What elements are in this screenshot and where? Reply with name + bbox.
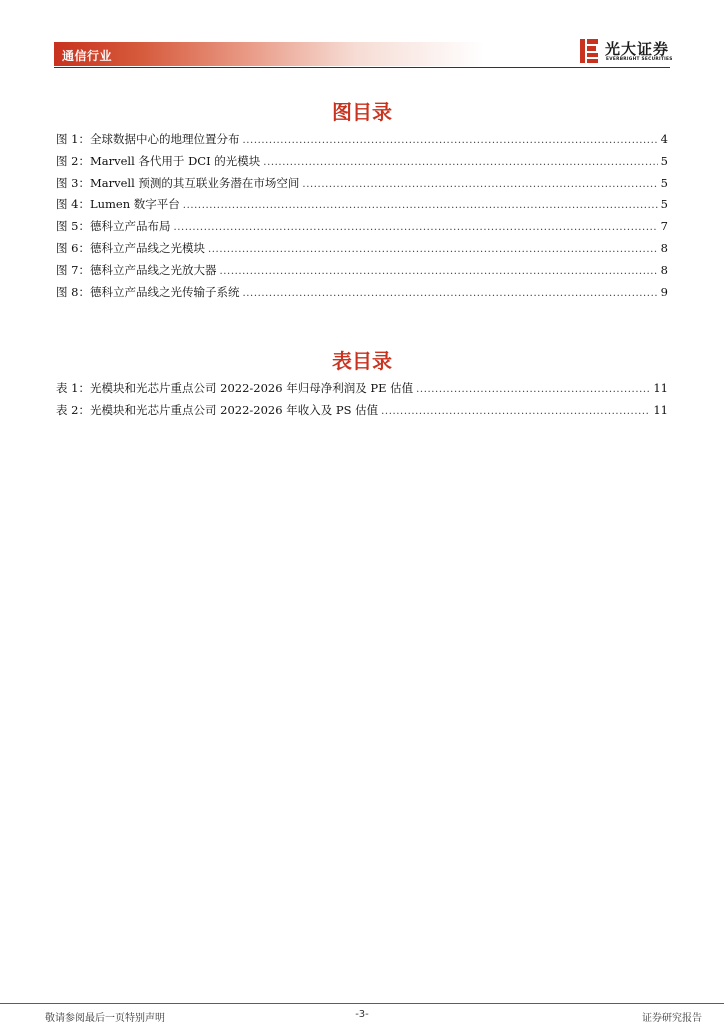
toc-entry-label: 图 7：德科立产品线之光放大器 [56,262,217,277]
toc-leader-dots [219,261,657,283]
footer-rule [0,1003,724,1004]
everbright-logo-icon [578,38,600,64]
toc-leader-dots [208,239,658,261]
toc-entry-label: 图 3：Marvell 预测的其互联业务潜在市场空间 [56,175,300,190]
footer-page-number: -3- [355,1009,369,1020]
tables-toc-list [56,378,668,422]
tables-toc-title: 表目录 [332,349,392,373]
toc-entry-label: 图 2：Marvell 各代用于 DCI 的光模块 [56,153,261,168]
toc-entry-label: 表 2：光模块和光芯片重点公司 2022-2026 年收入及 PS 估值 [56,402,379,417]
toc-entry-page: 5 [660,197,668,212]
toc-entry-page: 8 [660,262,668,277]
footer-report-type: 证券研究报告 [642,1013,702,1024]
toc-entry-page: 5 [660,175,668,190]
toc-entry-page: 11 [653,381,668,395]
toc-entry-label: 图 6：德科立产品线之光模块 [56,240,205,255]
toc-entry-label: 表 1：光模块和光芯片重点公司 2022-2026 年归母净利润及 PE 估值 [56,381,414,395]
footer-disclaimer[interactable]: 敬请参阅最后一页特别声明 [45,1013,165,1024]
toc-entry[interactable] [56,260,668,282]
toc-leader-dots [242,130,657,152]
toc-leader-dots [302,174,657,196]
toc-entry-page: 9 [660,284,668,299]
header-band [54,42,484,66]
toc-entry-page: 8 [660,240,668,255]
figures-toc-list [56,129,668,303]
figures-toc-title: 图目录 [332,100,392,124]
toc-entry-label: 图 5：德科立产品布局 [56,219,171,234]
company-logo [578,36,672,66]
toc-entry[interactable] [56,378,668,400]
toc-entry-page: 4 [660,132,668,146]
toc-entry[interactable] [56,282,668,304]
toc-entry[interactable] [56,238,668,260]
toc-leader-dots [173,217,657,239]
toc-entry[interactable] [56,216,668,238]
toc-entry[interactable] [56,151,668,173]
toc-entry-label: 图 1：全球数据中心的地理位置分布 [56,132,240,146]
toc-leader-dots [416,379,650,401]
industry-label: 通信行业 [62,49,113,63]
toc-entry-label: 图 8：德科立产品线之光传输子系统 [56,284,240,299]
toc-entry[interactable] [56,129,668,151]
logo-name-en: EVERBRIGHT SECURITIES [606,57,673,62]
toc-entry-page: 11 [653,402,668,417]
logo-name-cn: 光大证券 [605,40,670,58]
toc-entry-page: 7 [660,219,668,234]
toc-entry[interactable] [56,173,668,195]
toc-entry[interactable] [56,194,668,216]
header-rule [54,67,670,68]
toc-entry[interactable] [56,400,668,422]
toc-leader-dots [183,195,658,217]
toc-leader-dots [381,401,650,423]
toc-entry-page: 5 [660,153,668,168]
toc-entry-label: 图 4：Lumen 数字平台 [56,197,180,212]
toc-leader-dots [242,283,657,305]
toc-leader-dots [263,152,657,174]
